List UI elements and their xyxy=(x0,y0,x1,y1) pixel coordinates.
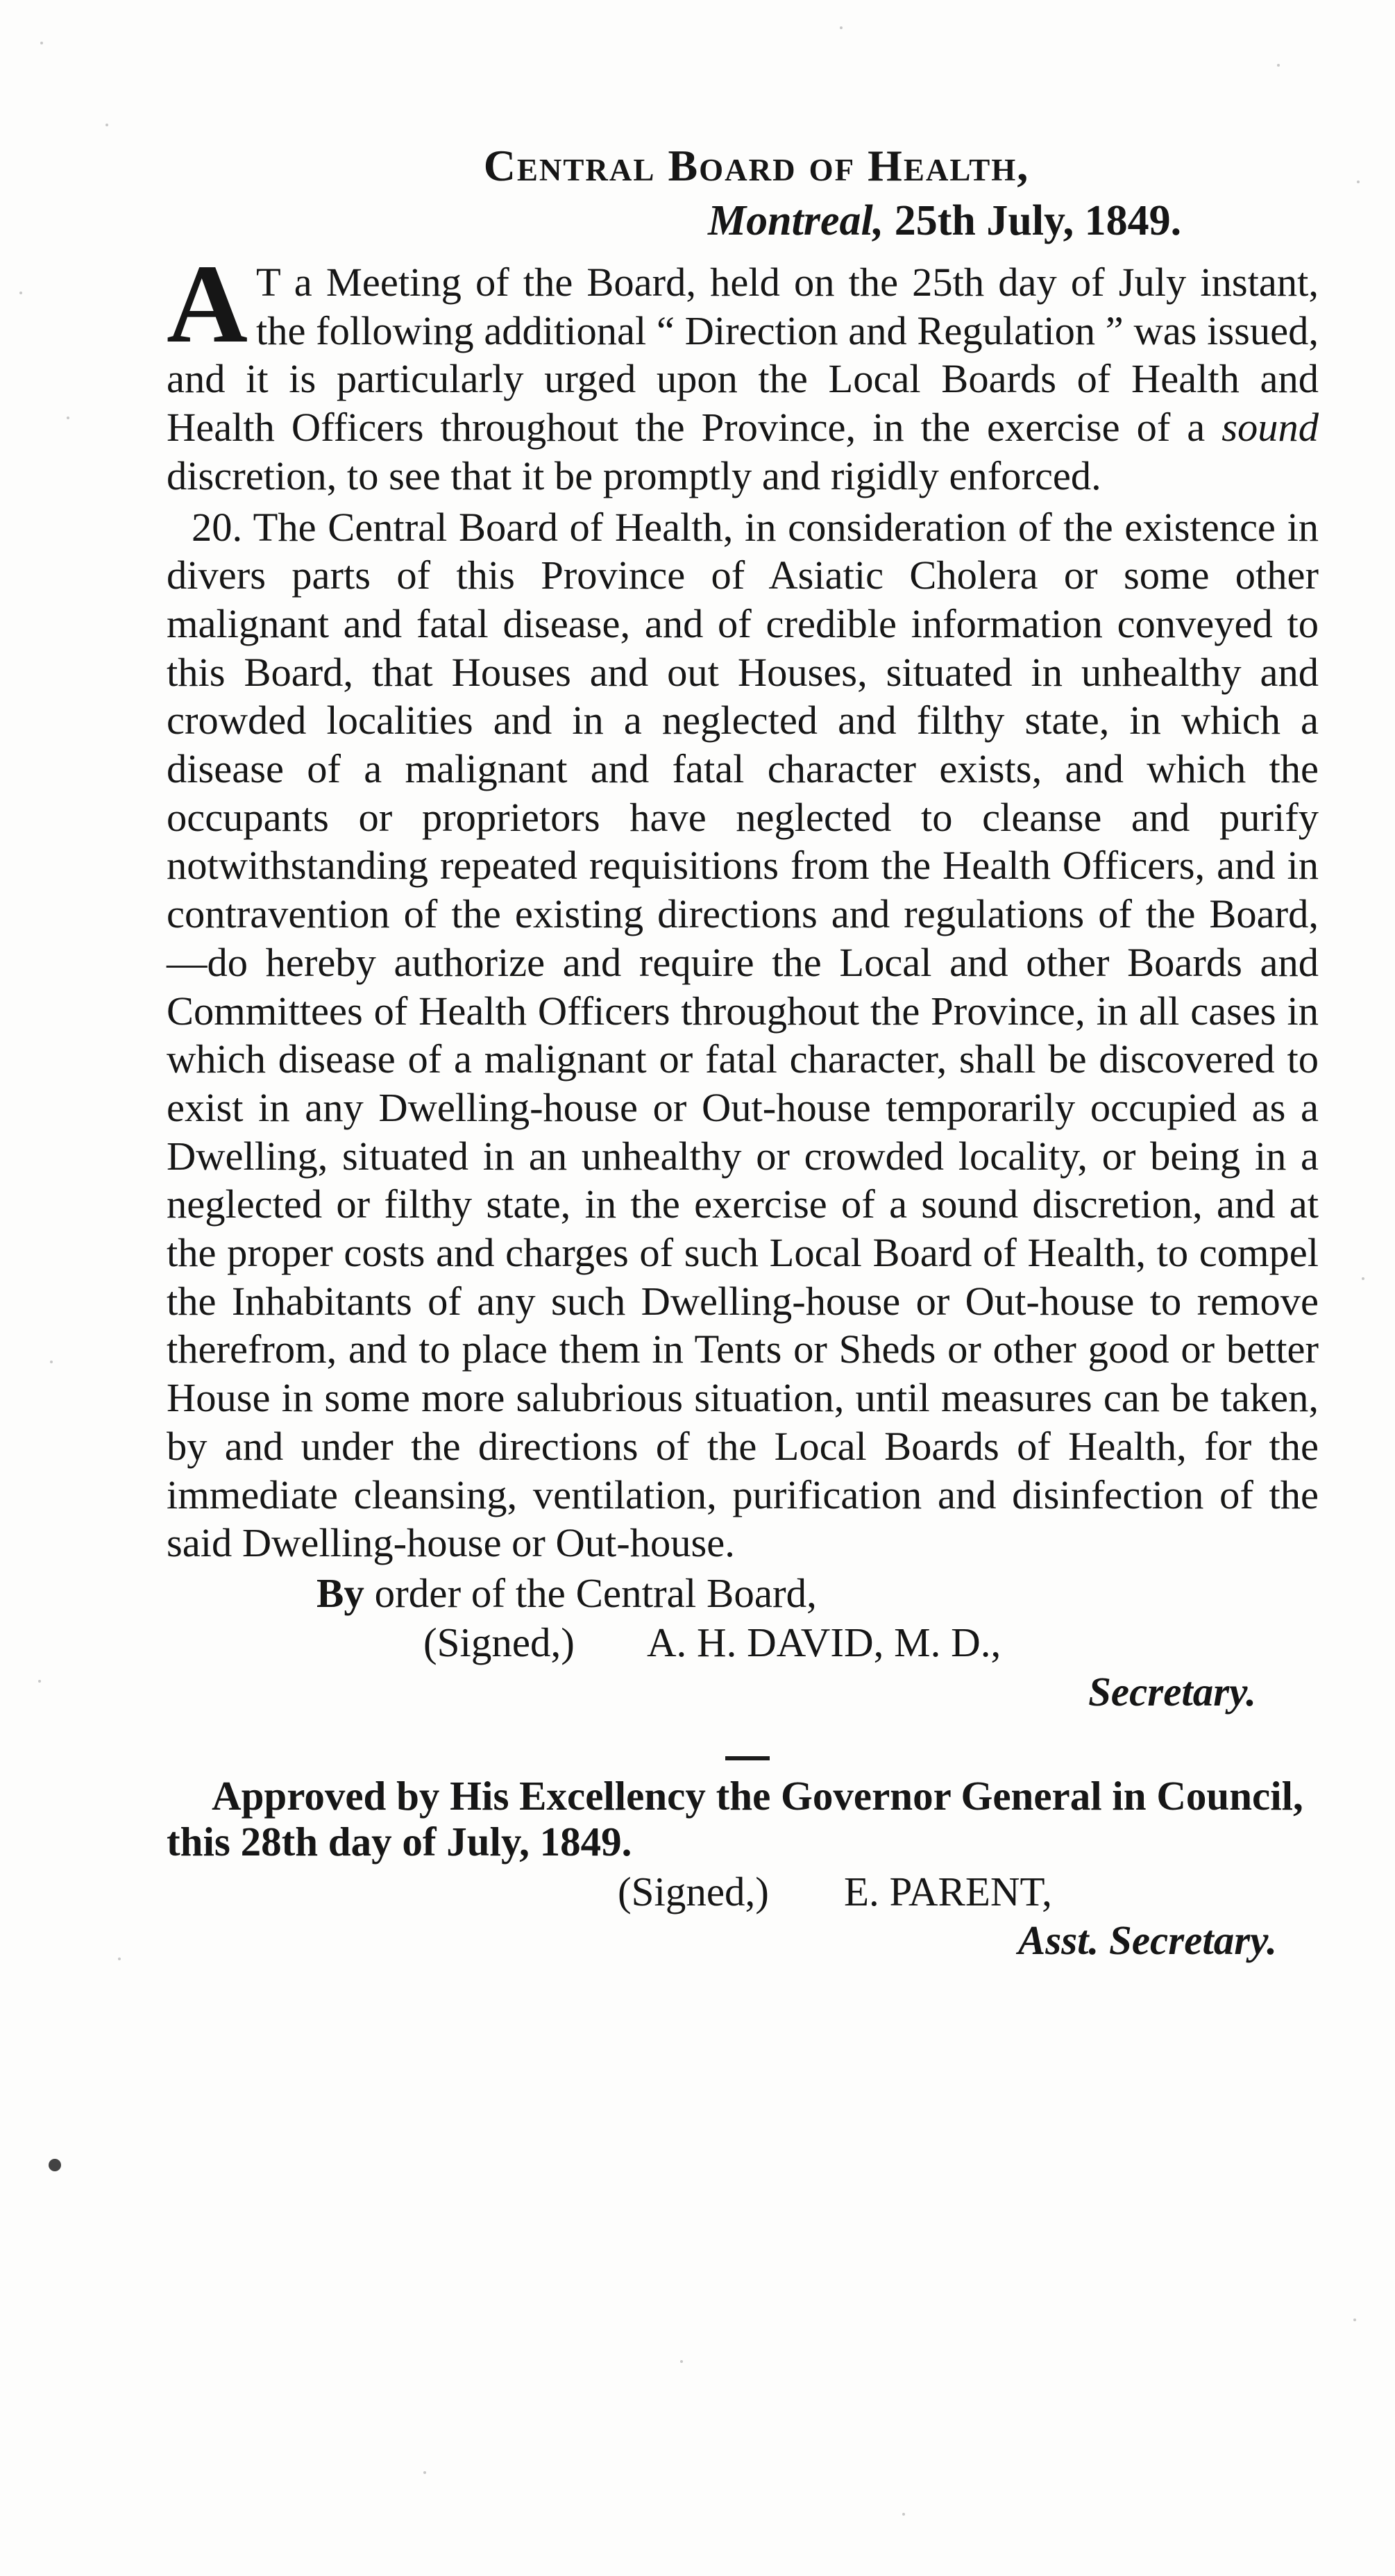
scan-speck xyxy=(67,416,69,419)
scan-speck xyxy=(423,2471,426,2474)
section-divider xyxy=(725,1756,770,1760)
approval-paragraph: Approved by His Excellency the Governor General in Council, this 28th day of July, 1849. xyxy=(167,1772,1303,1864)
approval-signatory-name: E. PARENT, xyxy=(843,1868,1052,1914)
notice xyxy=(167,139,1319,1964)
scan-speck xyxy=(902,2513,905,2516)
order-line xyxy=(316,1569,1319,1618)
dateline xyxy=(167,193,1319,249)
scan-speck xyxy=(1357,180,1360,183)
drop-cap: A xyxy=(167,242,248,367)
intro-text-end: discretion, to see that it be promptly and rigidly enforced. xyxy=(167,453,1101,498)
scan-speck xyxy=(50,1361,53,1363)
signatory-name: A. H. DAVID, M. D., xyxy=(646,1619,1001,1665)
scan-speck xyxy=(680,2360,683,2363)
scan-speck xyxy=(1353,2318,1356,2321)
approval-signature-line xyxy=(618,1867,1319,1916)
scan-speck xyxy=(1362,1277,1364,1280)
intro-text: T a Meeting of the Board, held on the 25th day of July instant, the following additional “ Direction and Regulation ” was issued, and it is particularly urged upon the Local Boards of Health and Health Officers throughout the Province, in the exercise of a xyxy=(167,260,1319,451)
board-heading: Central Board of Health, xyxy=(483,141,1030,190)
scan-speck xyxy=(1277,64,1280,67)
signature-line xyxy=(423,1618,1319,1667)
scan-speck xyxy=(19,292,22,294)
dateline-place: Montreal, xyxy=(708,197,884,244)
scan-speck xyxy=(118,1958,121,1960)
regulation-paragraph: 20. The Central Board of Health, in consideration of the existence in divers parts of this Province of Asiatic Cholera or some other malignant and fatal disease, and of credible information conveyed to this Board, that Houses and out Houses, situated in unhealthy and crowded localities and in a neglected and filthy state, in which a disease of a malignant and fatal character exists, and which the occupants or proprietors have neglected to cleanse and purify notwithstanding repeated requisitions from the Health Officers, and in contravention of the existing directions and regulations of the Board,—do hereby authorize and require the Local and other Boards and Committees of Health Officers throughout the Province, in all cases in which disease of a malignant or fatal character, shall be discovered to exist in any Dwelling-house or Out-house temporarily occupied as a Dwelling, situated in an unhealthy or crowded locality, or being in a neglected or filthy state, in the exercise of a sound discretion, and at the proper costs and charges of such Local Board of Health, to compel the Inhabitants of any such Dwelling-house or Out-house to remove therefrom, and to place them in Tents or Sheds or other good or better House in some more salubrious situation, until measures can be taken, by and under the directions of the Local Boards of Health, for the immediate cleansing, ventilation, purification and disinfection of the said Dwelling-house or Out-house. xyxy=(167,504,1319,1566)
order-prefix: By xyxy=(316,1569,364,1616)
scan-speck xyxy=(105,124,108,126)
intro-emphasis: sound xyxy=(1221,405,1319,451)
approval-signed-marker: (Signed,) xyxy=(618,1868,769,1914)
signed-marker: (Signed,) xyxy=(423,1619,575,1665)
dateline-date: 25th July, 1849. xyxy=(884,197,1182,244)
scan-speck xyxy=(840,26,843,29)
scan-speck xyxy=(40,42,43,44)
scan-speck xyxy=(38,1680,41,1683)
signatory-title: Secretary. xyxy=(1088,1668,1256,1715)
ink-blot xyxy=(49,2159,61,2171)
order-text: order of the Central Board, xyxy=(364,1569,817,1616)
approval-signatory-title: Asst. Secretary. xyxy=(1017,1917,1277,1963)
intro-paragraph xyxy=(167,242,1319,500)
